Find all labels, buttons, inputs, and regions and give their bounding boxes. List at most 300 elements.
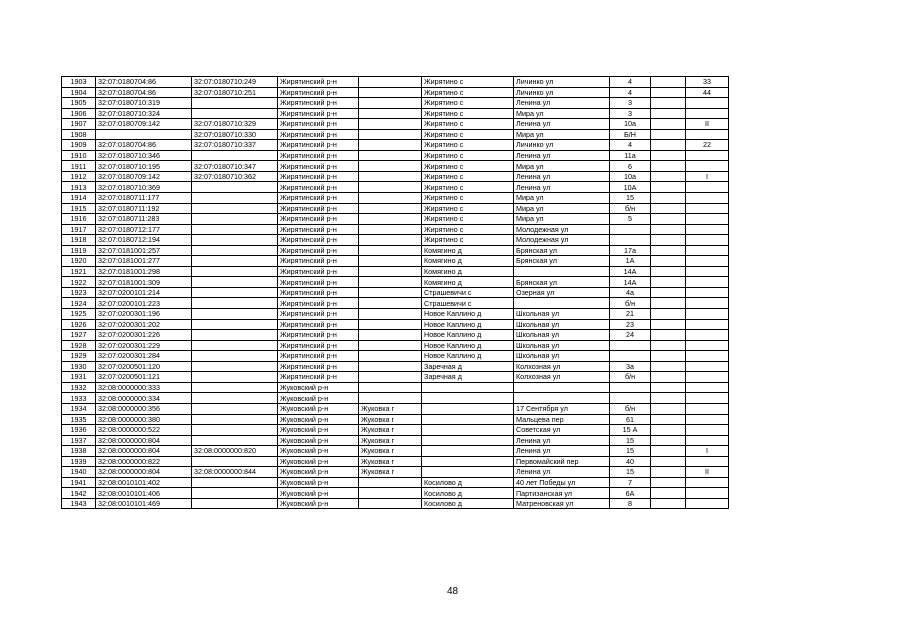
registry-table	[61, 76, 729, 509]
extra-cell	[651, 119, 686, 130]
table-row	[62, 161, 729, 172]
table-row	[62, 330, 729, 341]
settlement-cell	[422, 425, 514, 436]
cadastral-number-cell: 32:07:0181001:277	[96, 256, 192, 267]
district-cell: Жирятинский р-н	[278, 182, 359, 193]
settlement-cell: Жирятино с	[422, 77, 514, 88]
cadastral-number-cell: 32:07:0200301:284	[96, 351, 192, 362]
cadastral-number-cell: 32:07:0200101:223	[96, 298, 192, 309]
extra-cell	[651, 171, 686, 182]
city-cell: Жуковка г	[359, 403, 422, 414]
apartment-cell: 44	[686, 87, 729, 98]
table-row	[62, 171, 729, 182]
row-number-cell: 1914	[62, 193, 96, 204]
row-number-cell: 1909	[62, 140, 96, 151]
apartment-cell: 22	[686, 140, 729, 151]
house-cell: 7	[610, 477, 651, 488]
row-number-cell: 1905	[62, 98, 96, 109]
extra-cell	[651, 203, 686, 214]
extra-cell	[651, 467, 686, 478]
house-cell: 14А	[610, 277, 651, 288]
settlement-cell	[422, 435, 514, 446]
city-cell	[359, 319, 422, 330]
district-cell: Жирятинский р-н	[278, 372, 359, 383]
table-row	[62, 214, 729, 225]
apartment-cell: I	[686, 171, 729, 182]
extra-cell	[651, 266, 686, 277]
extra-cell	[651, 361, 686, 372]
extra-cell	[651, 403, 686, 414]
table-row	[62, 129, 729, 140]
apartment-cell	[686, 393, 729, 404]
table-row	[62, 488, 729, 499]
table-row	[62, 256, 729, 267]
district-cell: Жирятинский р-н	[278, 256, 359, 267]
table-row	[62, 235, 729, 246]
row-number-cell: 1938	[62, 446, 96, 457]
extra-cell	[651, 351, 686, 362]
row-number-cell: 1942	[62, 488, 96, 499]
district-cell: Жирятинский р-н	[278, 77, 359, 88]
table-row	[62, 77, 729, 88]
extra-cell	[651, 498, 686, 509]
street-cell: Молодежная ул	[514, 235, 610, 246]
apartment-cell	[686, 477, 729, 488]
cadastral-number-cell: 32:07:0180711:177	[96, 193, 192, 204]
street-cell	[514, 393, 610, 404]
apartment-cell: 33	[686, 77, 729, 88]
house-cell: 5	[610, 214, 651, 225]
settlement-cell: Комягино д	[422, 266, 514, 277]
street-cell: Ленина ул	[514, 467, 610, 478]
row-number-cell: 1917	[62, 224, 96, 235]
settlement-cell	[422, 393, 514, 404]
city-cell	[359, 488, 422, 499]
table-row	[62, 403, 729, 414]
extra-cell	[651, 298, 686, 309]
row-number-cell: 1906	[62, 108, 96, 119]
city-cell	[359, 108, 422, 119]
row-number-cell: 1920	[62, 256, 96, 267]
row-number-cell: 1930	[62, 361, 96, 372]
apartment-cell: I	[686, 446, 729, 457]
related-cadastral-number-cell	[192, 108, 278, 119]
district-cell: Жирятинский р-н	[278, 119, 359, 130]
apartment-cell	[686, 277, 729, 288]
table-row	[62, 98, 729, 109]
district-cell: Жуковский р-н	[278, 425, 359, 436]
extra-cell	[651, 150, 686, 161]
related-cadastral-number-cell	[192, 330, 278, 341]
settlement-cell	[422, 467, 514, 478]
house-cell: 17а	[610, 245, 651, 256]
street-cell: Школьная ул	[514, 309, 610, 320]
apartment-cell	[686, 203, 729, 214]
cadastral-number-cell	[96, 129, 192, 140]
house-cell: 1А	[610, 256, 651, 267]
row-number-cell: 1912	[62, 171, 96, 182]
city-cell: Жуковка г	[359, 435, 422, 446]
related-cadastral-number-cell	[192, 477, 278, 488]
apartment-cell	[686, 425, 729, 436]
cadastral-number-cell: 32:08:0000000:522	[96, 425, 192, 436]
cadastral-number-cell: 32:07:0180710:319	[96, 98, 192, 109]
house-cell: б/н	[610, 203, 651, 214]
settlement-cell: Жирятино с	[422, 224, 514, 235]
house-cell: Б/Н	[610, 129, 651, 140]
extra-cell	[651, 277, 686, 288]
district-cell: Жуковский р-н	[278, 382, 359, 393]
district-cell: Жирятинский р-н	[278, 108, 359, 119]
related-cadastral-number-cell	[192, 150, 278, 161]
house-cell: 15	[610, 467, 651, 478]
extra-cell	[651, 77, 686, 88]
related-cadastral-number-cell	[192, 245, 278, 256]
row-number-cell: 1922	[62, 277, 96, 288]
district-cell: Жирятинский р-н	[278, 330, 359, 341]
settlement-cell: Новое Каплино д	[422, 340, 514, 351]
related-cadastral-number-cell	[192, 414, 278, 425]
settlement-cell: Комягино д	[422, 245, 514, 256]
cadastral-number-cell: 32:07:0180704:86	[96, 140, 192, 151]
street-cell: Личинко ул	[514, 87, 610, 98]
house-cell: 10а	[610, 171, 651, 182]
related-cadastral-number-cell	[192, 309, 278, 320]
street-cell: Колхозная ул	[514, 372, 610, 383]
district-cell: Жуковский р-н	[278, 456, 359, 467]
house-cell: б/н	[610, 403, 651, 414]
settlement-cell: Жирятино с	[422, 108, 514, 119]
related-cadastral-number-cell	[192, 351, 278, 362]
apartment-cell	[686, 340, 729, 351]
related-cadastral-number-cell	[192, 319, 278, 330]
district-cell: Жирятинский р-н	[278, 203, 359, 214]
house-cell: 3а	[610, 361, 651, 372]
district-cell: Жирятинский р-н	[278, 287, 359, 298]
table-row	[62, 477, 729, 488]
related-cadastral-number-cell	[192, 256, 278, 267]
house-cell: 4	[610, 87, 651, 98]
table-row	[62, 361, 729, 372]
street-cell: Школьная ул	[514, 319, 610, 330]
cadastral-number-cell: 32:07:0180709:142	[96, 171, 192, 182]
table-row	[62, 119, 729, 130]
settlement-cell: Новое Каплино д	[422, 330, 514, 341]
table-row	[62, 446, 729, 457]
street-cell: Мира ул	[514, 129, 610, 140]
cadastral-number-cell: 32:07:0180710:369	[96, 182, 192, 193]
street-cell: Ленина ул	[514, 435, 610, 446]
extra-cell	[651, 488, 686, 499]
apartment-cell: II	[686, 467, 729, 478]
street-cell: Ленина ул	[514, 182, 610, 193]
district-cell: Жуковский р-н	[278, 446, 359, 457]
settlement-cell	[422, 382, 514, 393]
settlement-cell	[422, 446, 514, 457]
street-cell: Личинко ул	[514, 77, 610, 88]
house-cell: 15	[610, 193, 651, 204]
related-cadastral-number-cell	[192, 277, 278, 288]
row-number-cell: 1924	[62, 298, 96, 309]
house-cell: 11а	[610, 150, 651, 161]
city-cell	[359, 235, 422, 246]
street-cell: 40 лет Победы ул	[514, 477, 610, 488]
table-row	[62, 456, 729, 467]
extra-cell	[651, 214, 686, 225]
cadastral-number-cell: 32:08:0000000:804	[96, 435, 192, 446]
apartment-cell	[686, 214, 729, 225]
apartment-cell	[686, 488, 729, 499]
extra-cell	[651, 330, 686, 341]
district-cell: Жирятинский р-н	[278, 193, 359, 204]
city-cell	[359, 277, 422, 288]
table-row	[62, 309, 729, 320]
apartment-cell	[686, 330, 729, 341]
apartment-cell	[686, 498, 729, 509]
house-cell: 15 А	[610, 425, 651, 436]
settlement-cell: Жирятино с	[422, 129, 514, 140]
related-cadastral-number-cell	[192, 361, 278, 372]
related-cadastral-number-cell	[192, 435, 278, 446]
apartment-cell	[686, 414, 729, 425]
related-cadastral-number-cell	[192, 203, 278, 214]
apartment-cell	[686, 256, 729, 267]
district-cell: Жирятинский р-н	[278, 351, 359, 362]
extra-cell	[651, 87, 686, 98]
apartment-cell	[686, 351, 729, 362]
city-cell	[359, 287, 422, 298]
row-number-cell: 1939	[62, 456, 96, 467]
district-cell: Жуковский р-н	[278, 435, 359, 446]
city-cell	[359, 340, 422, 351]
settlement-cell: Новое Каплино д	[422, 319, 514, 330]
house-cell	[610, 382, 651, 393]
cadastral-number-cell: 32:07:0181001:257	[96, 245, 192, 256]
city-cell	[359, 393, 422, 404]
table-row	[62, 340, 729, 351]
row-number-cell: 1933	[62, 393, 96, 404]
row-number-cell: 1932	[62, 382, 96, 393]
extra-cell	[651, 446, 686, 457]
cadastral-number-cell: 32:07:0180710:324	[96, 108, 192, 119]
city-cell	[359, 161, 422, 172]
city-cell	[359, 361, 422, 372]
row-number-cell: 1907	[62, 119, 96, 130]
apartment-cell	[686, 266, 729, 277]
city-cell: Жуковка г	[359, 467, 422, 478]
row-number-cell: 1926	[62, 319, 96, 330]
district-cell: Жирятинский р-н	[278, 277, 359, 288]
related-cadastral-number-cell: 32:07:0180710:329	[192, 119, 278, 130]
extra-cell	[651, 425, 686, 436]
settlement-cell	[422, 414, 514, 425]
related-cadastral-number-cell: 32:07:0180710:362	[192, 171, 278, 182]
settlement-cell: Комягино д	[422, 256, 514, 267]
cadastral-number-cell: 32:08:0000000:334	[96, 393, 192, 404]
settlement-cell: Жирятино с	[422, 119, 514, 130]
cadastral-number-cell: 32:07:0180712:177	[96, 224, 192, 235]
table-row	[62, 224, 729, 235]
apartment-cell	[686, 150, 729, 161]
city-cell	[359, 182, 422, 193]
settlement-cell: Жирятино с	[422, 140, 514, 151]
settlement-cell	[422, 403, 514, 414]
street-cell	[514, 298, 610, 309]
city-cell: Жуковка г	[359, 414, 422, 425]
row-number-cell: 1921	[62, 266, 96, 277]
related-cadastral-number-cell	[192, 98, 278, 109]
apartment-cell	[686, 298, 729, 309]
settlement-cell: Косилово д	[422, 477, 514, 488]
district-cell: Жуковский р-н	[278, 467, 359, 478]
apartment-cell	[686, 224, 729, 235]
settlement-cell: Жирятино с	[422, 193, 514, 204]
settlement-cell	[422, 456, 514, 467]
row-number-cell: 1913	[62, 182, 96, 193]
house-cell	[610, 235, 651, 246]
cadastral-number-cell: 32:07:0200301:226	[96, 330, 192, 341]
settlement-cell: Жирятино с	[422, 161, 514, 172]
row-number-cell: 1940	[62, 467, 96, 478]
extra-cell	[651, 287, 686, 298]
row-number-cell: 1904	[62, 87, 96, 98]
row-number-cell: 1918	[62, 235, 96, 246]
table-body	[62, 77, 729, 509]
table-row	[62, 266, 729, 277]
house-cell	[610, 351, 651, 362]
cadastral-number-cell: 32:08:0000000:356	[96, 403, 192, 414]
related-cadastral-number-cell	[192, 382, 278, 393]
related-cadastral-number-cell	[192, 182, 278, 193]
row-number-cell: 1923	[62, 287, 96, 298]
extra-cell	[651, 161, 686, 172]
district-cell: Жирятинский р-н	[278, 214, 359, 225]
extra-cell	[651, 319, 686, 330]
street-cell: Ленина ул	[514, 98, 610, 109]
table-row	[62, 372, 729, 383]
street-cell: Первомайский пер	[514, 456, 610, 467]
district-cell: Жирятинский р-н	[278, 129, 359, 140]
cadastral-number-cell: 32:07:0180709:142	[96, 119, 192, 130]
related-cadastral-number-cell	[192, 235, 278, 246]
street-cell: Ленина ул	[514, 171, 610, 182]
extra-cell	[651, 340, 686, 351]
row-number-cell: 1928	[62, 340, 96, 351]
cadastral-number-cell: 32:07:0200301:202	[96, 319, 192, 330]
related-cadastral-number-cell	[192, 403, 278, 414]
house-cell: 10А	[610, 182, 651, 193]
street-cell: 17 Сентября ул	[514, 403, 610, 414]
city-cell	[359, 203, 422, 214]
row-number-cell: 1941	[62, 477, 96, 488]
cadastral-number-cell: 32:07:0181001:298	[96, 266, 192, 277]
apartment-cell	[686, 98, 729, 109]
cadastral-number-cell: 32:07:0180712:194	[96, 235, 192, 246]
extra-cell	[651, 382, 686, 393]
house-cell: 10а	[610, 119, 651, 130]
extra-cell	[651, 477, 686, 488]
city-cell	[359, 193, 422, 204]
apartment-cell	[686, 456, 729, 467]
cadastral-number-cell: 32:07:0180711:283	[96, 214, 192, 225]
extra-cell	[651, 435, 686, 446]
related-cadastral-number-cell	[192, 456, 278, 467]
table-row	[62, 193, 729, 204]
apartment-cell	[686, 361, 729, 372]
street-cell: Советская ул	[514, 425, 610, 436]
table-row	[62, 287, 729, 298]
city-cell	[359, 309, 422, 320]
row-number-cell: 1937	[62, 435, 96, 446]
extra-cell	[651, 235, 686, 246]
house-cell: 21	[610, 309, 651, 320]
apartment-cell	[686, 245, 729, 256]
house-cell: 14А	[610, 266, 651, 277]
extra-cell	[651, 456, 686, 467]
city-cell	[359, 224, 422, 235]
table-row	[62, 425, 729, 436]
street-cell: Мира ул	[514, 203, 610, 214]
apartment-cell	[686, 382, 729, 393]
district-cell: Жирятинский р-н	[278, 340, 359, 351]
street-cell: Колхозная ул	[514, 361, 610, 372]
related-cadastral-number-cell: 32:07:0180710:330	[192, 129, 278, 140]
cadastral-number-cell: 32:07:0180704:86	[96, 77, 192, 88]
table-row	[62, 150, 729, 161]
street-cell: Ленина ул	[514, 119, 610, 130]
city-cell	[359, 477, 422, 488]
apartment-cell	[686, 193, 729, 204]
table-row	[62, 245, 729, 256]
settlement-cell: Страшевичи с	[422, 298, 514, 309]
district-cell: Жирятинский р-н	[278, 150, 359, 161]
page-number: 48	[446, 586, 459, 597]
extra-cell	[651, 129, 686, 140]
cadastral-number-cell: 32:07:0200501:121	[96, 372, 192, 383]
extra-cell	[651, 182, 686, 193]
apartment-cell	[686, 108, 729, 119]
city-cell	[359, 298, 422, 309]
extra-cell	[651, 140, 686, 151]
settlement-cell: Новое Каплино д	[422, 351, 514, 362]
related-cadastral-number-cell	[192, 340, 278, 351]
house-cell: 8	[610, 498, 651, 509]
extra-cell	[651, 414, 686, 425]
cadastral-number-cell: 32:08:0010101:469	[96, 498, 192, 509]
row-number-cell: 1919	[62, 245, 96, 256]
settlement-cell: Страшевичи с	[422, 287, 514, 298]
settlement-cell: Жирятино с	[422, 182, 514, 193]
related-cadastral-number-cell	[192, 298, 278, 309]
street-cell: Мира ул	[514, 108, 610, 119]
extra-cell	[651, 256, 686, 267]
related-cadastral-number-cell	[192, 425, 278, 436]
house-cell: 61	[610, 414, 651, 425]
settlement-cell: Жирятино с	[422, 87, 514, 98]
settlement-cell: Жирятино с	[422, 171, 514, 182]
table-row	[62, 108, 729, 119]
street-cell: Школьная ул	[514, 330, 610, 341]
city-cell	[359, 150, 422, 161]
apartment-cell	[686, 309, 729, 320]
district-cell: Жирятинский р-н	[278, 319, 359, 330]
apartment-cell	[686, 403, 729, 414]
related-cadastral-number-cell	[192, 372, 278, 383]
related-cadastral-number-cell	[192, 193, 278, 204]
district-cell: Жирятинский р-н	[278, 224, 359, 235]
city-cell	[359, 77, 422, 88]
apartment-cell	[686, 182, 729, 193]
